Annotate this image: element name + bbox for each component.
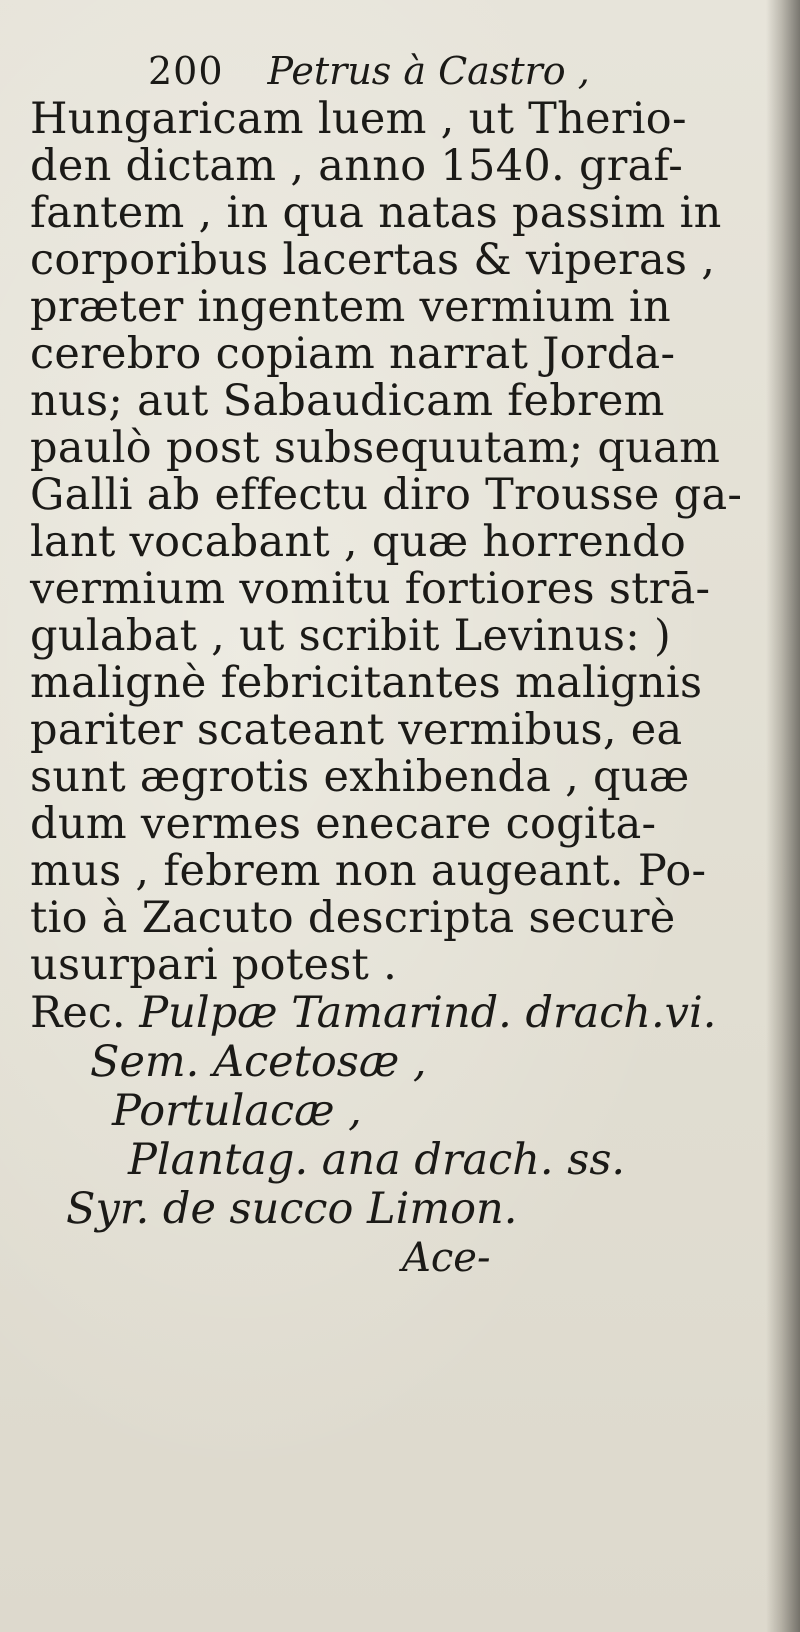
text-line: lant vocabant , quæ horrendo [30, 517, 687, 567]
text-line: corporibus lacertas & viperas , [30, 235, 716, 285]
text-line: cerebro copiam narrat Jorda- [30, 329, 676, 379]
text-line: gulabat , ut scribit Levinus: ) [30, 611, 672, 661]
recipe-rec-label: Rec. [30, 988, 126, 1038]
text-line: tio à Zacuto descripta securè [30, 893, 676, 943]
text-line: den dictam , anno 1540. graf- [30, 141, 684, 191]
text-line: nus; aut Sabaudicam febrem [30, 376, 665, 426]
catchword: Ace- [402, 1235, 491, 1281]
text-line: vermium vomitu fortiores strā- [30, 564, 711, 614]
running-head: Petrus à Castro , [267, 49, 590, 93]
recipe-line: Syr. de succo Limon. [66, 1184, 518, 1234]
text-line: sunt ægrotis exhibenda , quæ [30, 752, 690, 802]
text-line: præter ingentem vermium in [30, 282, 671, 332]
text-line: usurpari potest . [30, 940, 398, 990]
recipe-line: Plantag. ana drach. ss. [128, 1135, 626, 1185]
page-header [148, 46, 590, 96]
text-line: Galli ab effectu diro Trousse ga- [30, 470, 743, 520]
recipe-line: Sem. Acetosæ , [90, 1037, 427, 1087]
text-line: mus , febrem non augeant. Po- [30, 846, 707, 896]
recipe-line [30, 989, 770, 1038]
page-gutter-shadow [766, 0, 800, 1632]
body-text [30, 96, 770, 1283]
text-line: malignè febricitantes malignis [30, 658, 703, 708]
recipe-line: Portulacæ , [112, 1086, 362, 1136]
text-line: pariter scateant vermibus, ea [30, 705, 683, 755]
page-number: 200 [148, 49, 224, 93]
text-line: dum vermes enecare cogita- [30, 799, 657, 849]
recipe-ingredient: Pulpæ Tamarind. drach.vi. [139, 988, 717, 1038]
text-line: fantem , in qua natas passim in [30, 188, 722, 238]
text-line: paulò post subsequutam; quam [30, 423, 721, 473]
text-line: Hungaricam luem , ut Therio- [30, 94, 687, 144]
